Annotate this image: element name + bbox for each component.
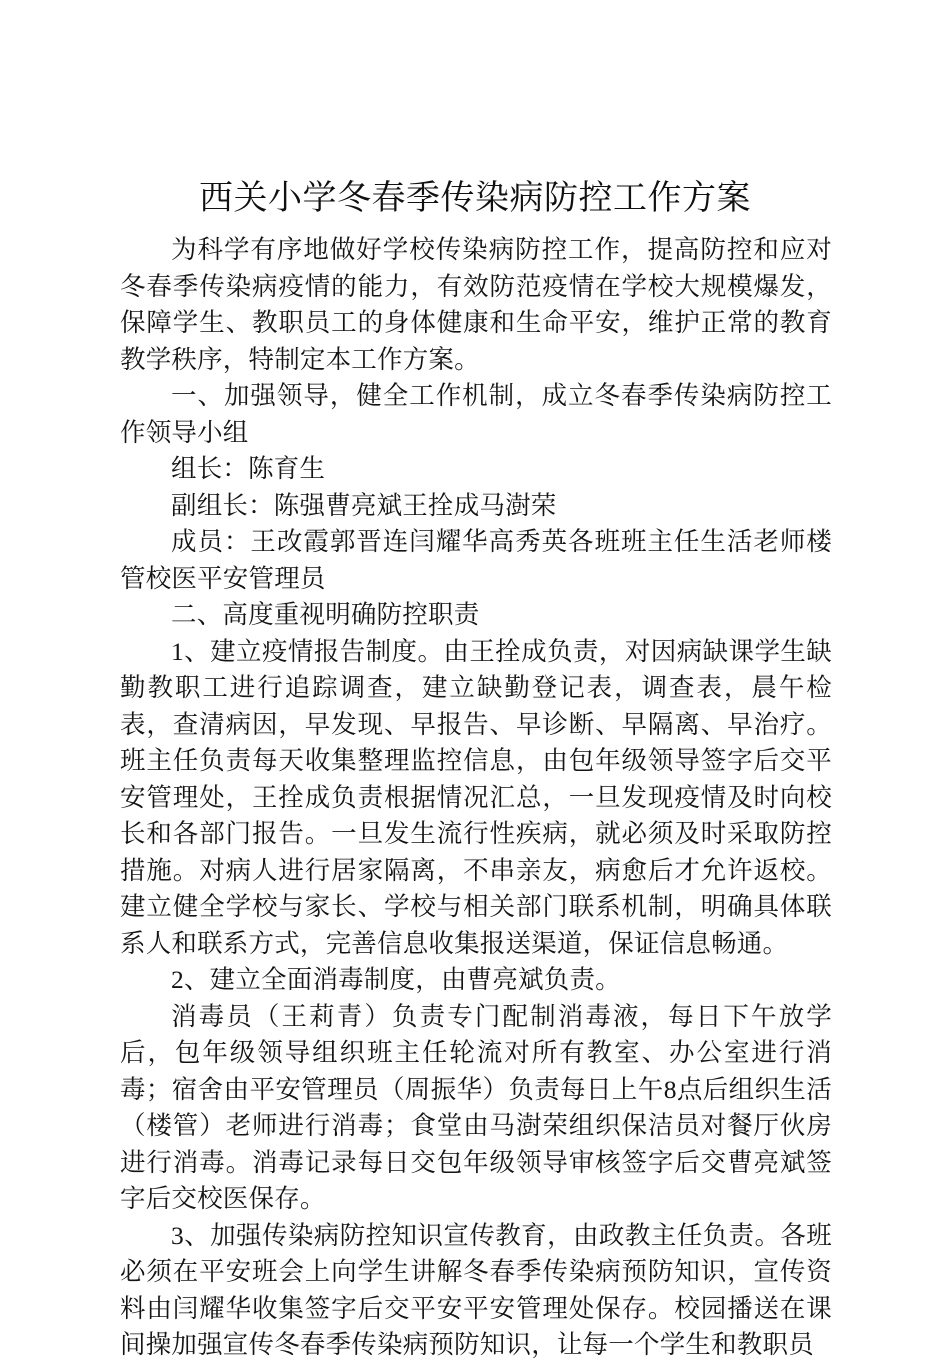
paragraph-duty-two: 2、建立全面消毒制度，由曹亮斌负责。 <box>171 965 621 994</box>
paragraph-members: 成员：王改霞郭晋连闫耀华高秀英各班班主任生活老师楼管校医平安管理员 <box>120 527 832 593</box>
page-title: 西关小学冬春季传染病防控工作方案 <box>199 178 751 218</box>
paragraph-group-leader: 组长：陈育生 <box>171 454 326 483</box>
paragraph-intro: 为科学有序地做好学校传染病防控工作，提高防控和应对冬春季传染病疫情的能力，有效防范疫情在学校大规模爆发，保障学生、教职员工的身体健康和生命平安，维护正常的教育教学秩序，特制定本工作方案。 <box>120 235 832 374</box>
paragraph-duty-one: 1、建立疫情报告制度。由王拴成负责，对因病缺课学生缺勤教职工进行追踪调查，建立缺勤登记表，调查表，晨午检表，查清病因，早发现、早报告、早诊断、早隔离、早治疗。班主任负责每天收集整理监控信息，由包年级领导签字后交平安管理处，王拴成负责根据情况汇总，一旦发现疫情及时向校长和各部门报告。一旦发生流行性疾病，就必须及时采取防控措施。对病人进行居家隔离，不串亲友，病愈后才允许返校。建立健全学校与家长、学校与相关部门联系机制，明确具体联系人和联系方式，完善信息收集报送渠道，保证信息畅通。 <box>120 636 832 958</box>
paragraph-duty-three: 3、加强传染病防控知识宣传教育，由政教主任负责。各班必须在平安班会上向学生讲解冬春季传染病预防知识，宣传资料由闫耀华收集签字后交平安平安管理处保存。校园播送在课间操加强宣传冬春季传染病预防知识，让每一个学生和教职员 <box>120 1220 832 1359</box>
document-body <box>120 232 832 1364</box>
paragraph-deputy-leaders: 副组长：陈强曹亮斌王拴成马澍荣 <box>171 490 557 520</box>
paragraph-section-one: 一、加强领导，健全工作机制，成立冬春季传染病防控工作领导小组 <box>120 381 832 447</box>
paragraph-duty-two-detail: 消毒员（王莉青）负责专门配制消毒液，每日下午放学后，包年级领导组织班主任轮流对所有教室、办公室进行消毒；宿舍由平安管理员（周振华）负责每日上午8点后组织生活（楼管）老师进行消毒；食堂由马澍荣组织保洁员对餐厅伙房进行消毒。消毒记录每日交包年级领导审核签字后交曹亮斌签字后交校医保存。 <box>120 1001 832 1213</box>
paragraph-section-two: 二、高度重视明确防控职责 <box>171 600 480 629</box>
